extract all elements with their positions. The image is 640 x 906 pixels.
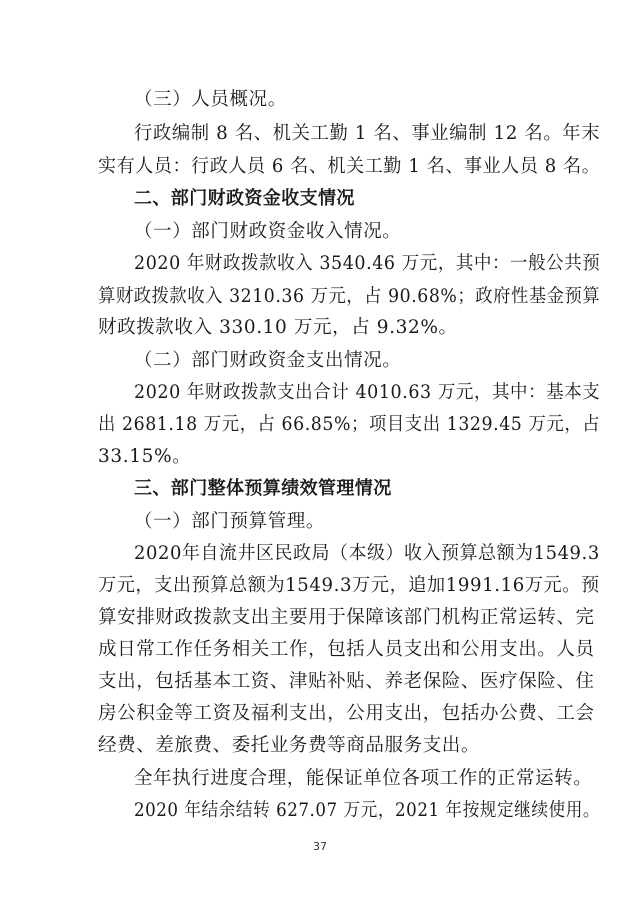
paragraph-line: 财政拨款收入 330.10 万元，占 9.32%。 — [98, 317, 458, 338]
subsection-heading-personnel: （三）人员概况。 — [134, 89, 287, 110]
paragraph-line: 全年执行进度合理，能保证单位各项工作的正常运转。 — [134, 768, 593, 789]
section-heading-performance: 三、部门整体预算绩效管理情况 — [134, 478, 392, 499]
paragraph-line: 万元，支出预算总额为1549.3万元，追加1991.16万元。预 — [98, 575, 600, 596]
paragraph-line: 实有人员：行政人员 6 名、机关工勤 1 名、事业人员 8 名。 — [98, 156, 601, 177]
paragraph-line: 2020 年财政拨款收入 3540.46 万元，其中：一般公共预 — [134, 253, 601, 274]
paragraph-line: 33.15%。 — [98, 446, 192, 467]
paragraph-line: 支出，包括基本工资、津贴补贴、养老保险、医疗保险、住 — [98, 671, 595, 692]
subsection-heading-budget-management: （一）部门预算管理。 — [134, 511, 326, 532]
paragraph-line: 2020年自流井区民政局（本级）收入预算总额为1549.3 — [134, 543, 600, 564]
paragraph-line: 房公积金等工资及福利支出，公用支出，包括办公费、工会 — [98, 703, 595, 724]
paragraph-line: 成日常工作任务相关工作，包括人员支出和公用支出。人员 — [98, 639, 595, 660]
paragraph-line: 2020 年结余结转 627.07 万元，2021 年按规定继续使用。 — [134, 800, 601, 821]
paragraph-line: 2020 年财政拨款支出合计 4010.63 万元，其中：基本支 — [134, 382, 601, 403]
paragraph-line: 出 2681.18 万元，占 66.85%；项目支出 1329.45 万元，占 — [98, 414, 601, 435]
paragraph-line: 算安排财政拨款支出主要用于保障该部门机构正常运转、完 — [98, 607, 595, 628]
paragraph-line: 算财政拨款收入 3210.36 万元，占 90.68%；政府性基金预算 — [98, 286, 601, 307]
paragraph-line: 行政编制 8 名、机关工勤 1 名、事业编制 12 名。年末 — [134, 123, 601, 144]
page-number: 37 — [313, 840, 327, 853]
section-heading-fiscal-funds: 二、部门财政资金收支情况 — [134, 188, 355, 209]
subsection-heading-expenditure: （二）部门财政资金支出情况。 — [134, 350, 402, 371]
paragraph-line: 经费、差旅费、委托业务费等商品服务支出。 — [98, 735, 481, 756]
subsection-heading-income: （一）部门财政资金收入情况。 — [134, 221, 402, 242]
